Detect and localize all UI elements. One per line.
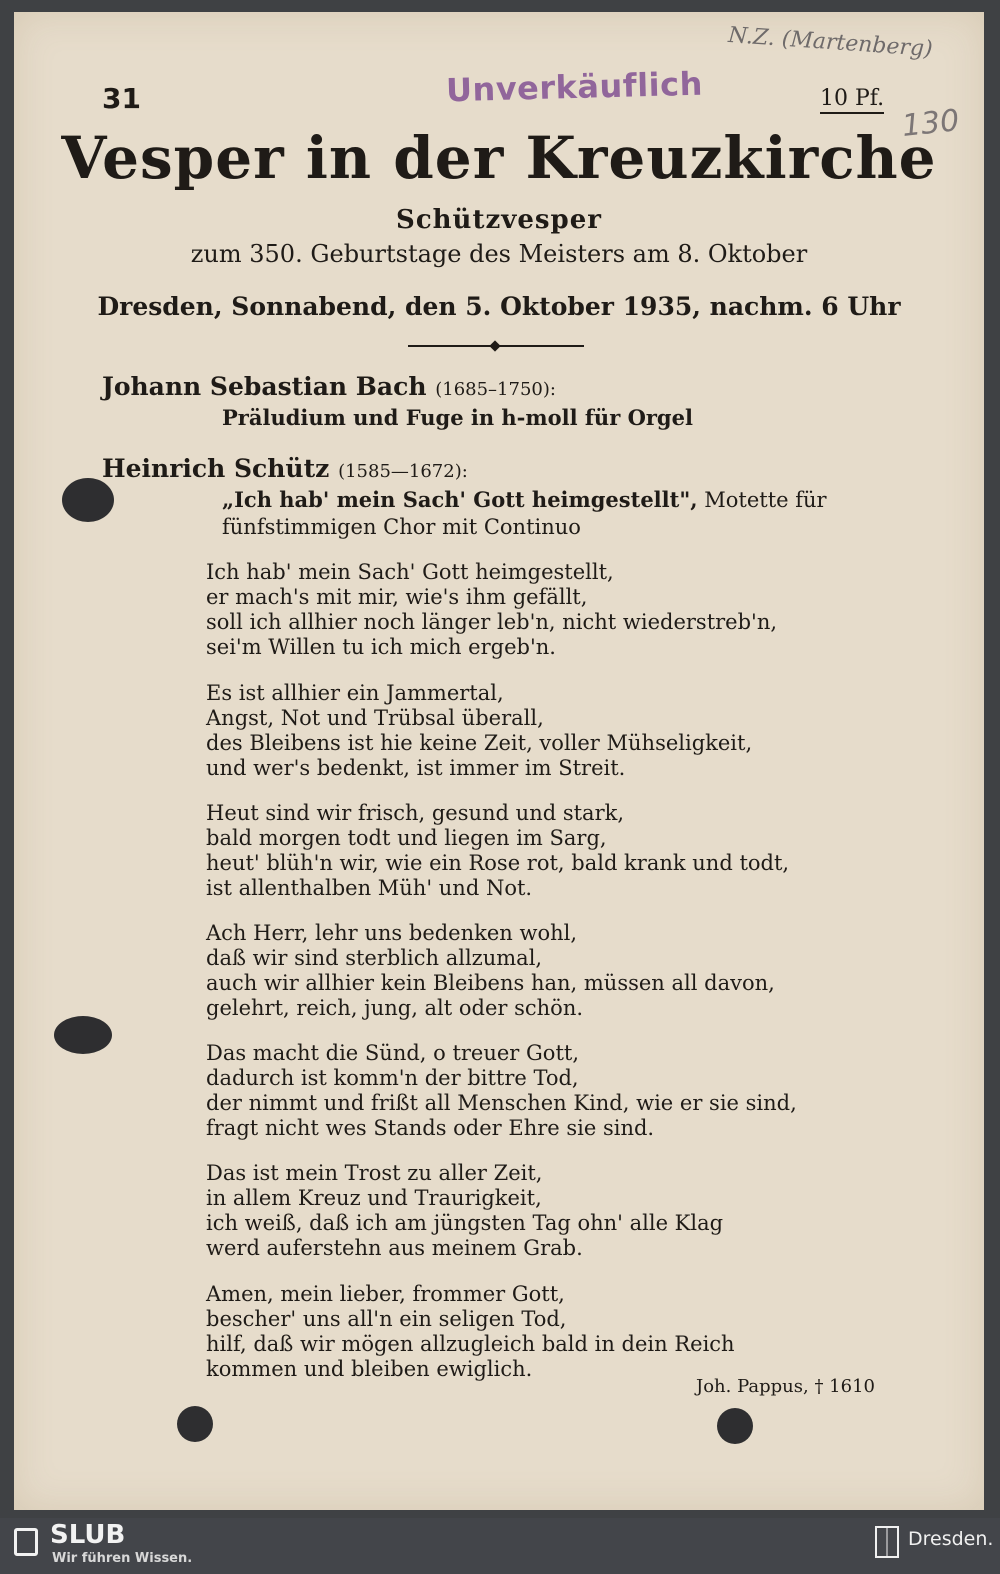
- date-line: Dresden, Sonnabend, den 5. Oktober 1935, nachm. 6 Uhr: [97, 292, 901, 321]
- divider-ornament: [489, 340, 500, 351]
- occasion-line: zum 350. Geburtstage des Meisters am 8. Oktober: [190, 240, 808, 268]
- book-icon: [14, 1528, 38, 1556]
- composer-name: Heinrich Schütz: [102, 454, 330, 483]
- slub-tagline: Wir führen Wissen.: [52, 1551, 193, 1566]
- footer-bar: [0, 1518, 1000, 1574]
- lyrics-author: Joh. Pappus, † 1610: [696, 1376, 875, 1397]
- work-title: [222, 404, 693, 432]
- lyrics-stanza: Amen, mein lieber, frommer Gott, bescher' uns all'n ein seligen Tod, hilf, daß wir mögen allzugleich bald in dein Reich kommen und bleiben ewiglich.: [206, 1282, 735, 1381]
- document-page: [14, 12, 984, 1510]
- unsellable-stamp: Unverkäuflich: [445, 64, 704, 110]
- composer-years: (1685–1750):: [435, 379, 556, 400]
- dresden-logo-text[interactable]: Dresden.: [908, 1528, 994, 1550]
- lyrics-stanza: Ach Herr, lehr uns bedenken wohl, daß wir sind sterblich allzumal, auch wir allhier kein Bleibens han, müssen all davon, gelehrt, reich, jung, alt oder schön.: [206, 921, 775, 1020]
- composer-entry: [102, 454, 468, 483]
- work-title: [222, 486, 902, 541]
- handwritten-number: 130: [900, 103, 961, 144]
- lyrics-stanza: Es ist allhier ein Jammertal, Angst, Not und Trübsal überall, des Bleibens ist hie keine Zeit, voller Mühseligkeit, und wer's bedenkt, ist immer im Streit.: [206, 681, 753, 780]
- work-name: Präludium und Fuge in h-moll für Orgel: [222, 405, 693, 430]
- program-number: 31: [102, 82, 141, 115]
- punch-hole: [177, 1406, 213, 1442]
- slub-logo-text[interactable]: SLUB: [50, 1520, 126, 1550]
- page-title: Vesper in der Kreuzkirche: [61, 124, 937, 192]
- lyrics-stanza: Das ist mein Trost zu aller Zeit, in allem Kreuz und Traurigkeit, ich weiß, daß ich am jüngsten Tag ohn' alle Klag werd auferstehn aus meinem Grab.: [206, 1161, 724, 1260]
- lyrics-stanza: Das macht die Sünd, o treuer Gott, dadurch ist komm'n der bittre Tod, der nimmt und frißt all Menschen Kind, wie er sie sind, fragt nicht wes Stands oder Ehre sie sind.: [206, 1041, 797, 1140]
- punch-hole: [717, 1408, 753, 1444]
- punch-hole: [54, 1016, 112, 1054]
- work-name: „Ich hab' mein Sach' Gott heimgestellt",: [222, 487, 698, 512]
- subtitle: Schützvesper: [396, 205, 602, 235]
- punch-hole: [62, 478, 114, 522]
- composer-years: (1585—1672):: [338, 461, 468, 482]
- composer-name: Johann Sebastian Bach: [102, 372, 427, 401]
- city-crest-icon: [875, 1526, 899, 1558]
- handwritten-note: N.Z. (Martenberg): [727, 22, 934, 63]
- work-description: Motette für fünfstimmigen Chor mit Continuo: [222, 488, 827, 539]
- lyrics-stanza: Heut sind wir frisch, gesund und stark, bald morgen todt und liegen im Sarg, heut' blüh'n wir, wie ein Rose rot, bald krank und todt, ist allenthalben Müh' und Not.: [206, 801, 790, 900]
- composer-entry: [102, 372, 556, 401]
- price-label: 10 Pf.: [820, 86, 884, 114]
- lyrics-stanza: Ich hab' mein Sach' Gott heimgestellt, er mach's mit mir, wie's ihm gefällt, soll ich allhier noch länger leb'n, nicht wiederstreb'n, sei'm Willen tu ich mich ergeb'n.: [206, 560, 778, 659]
